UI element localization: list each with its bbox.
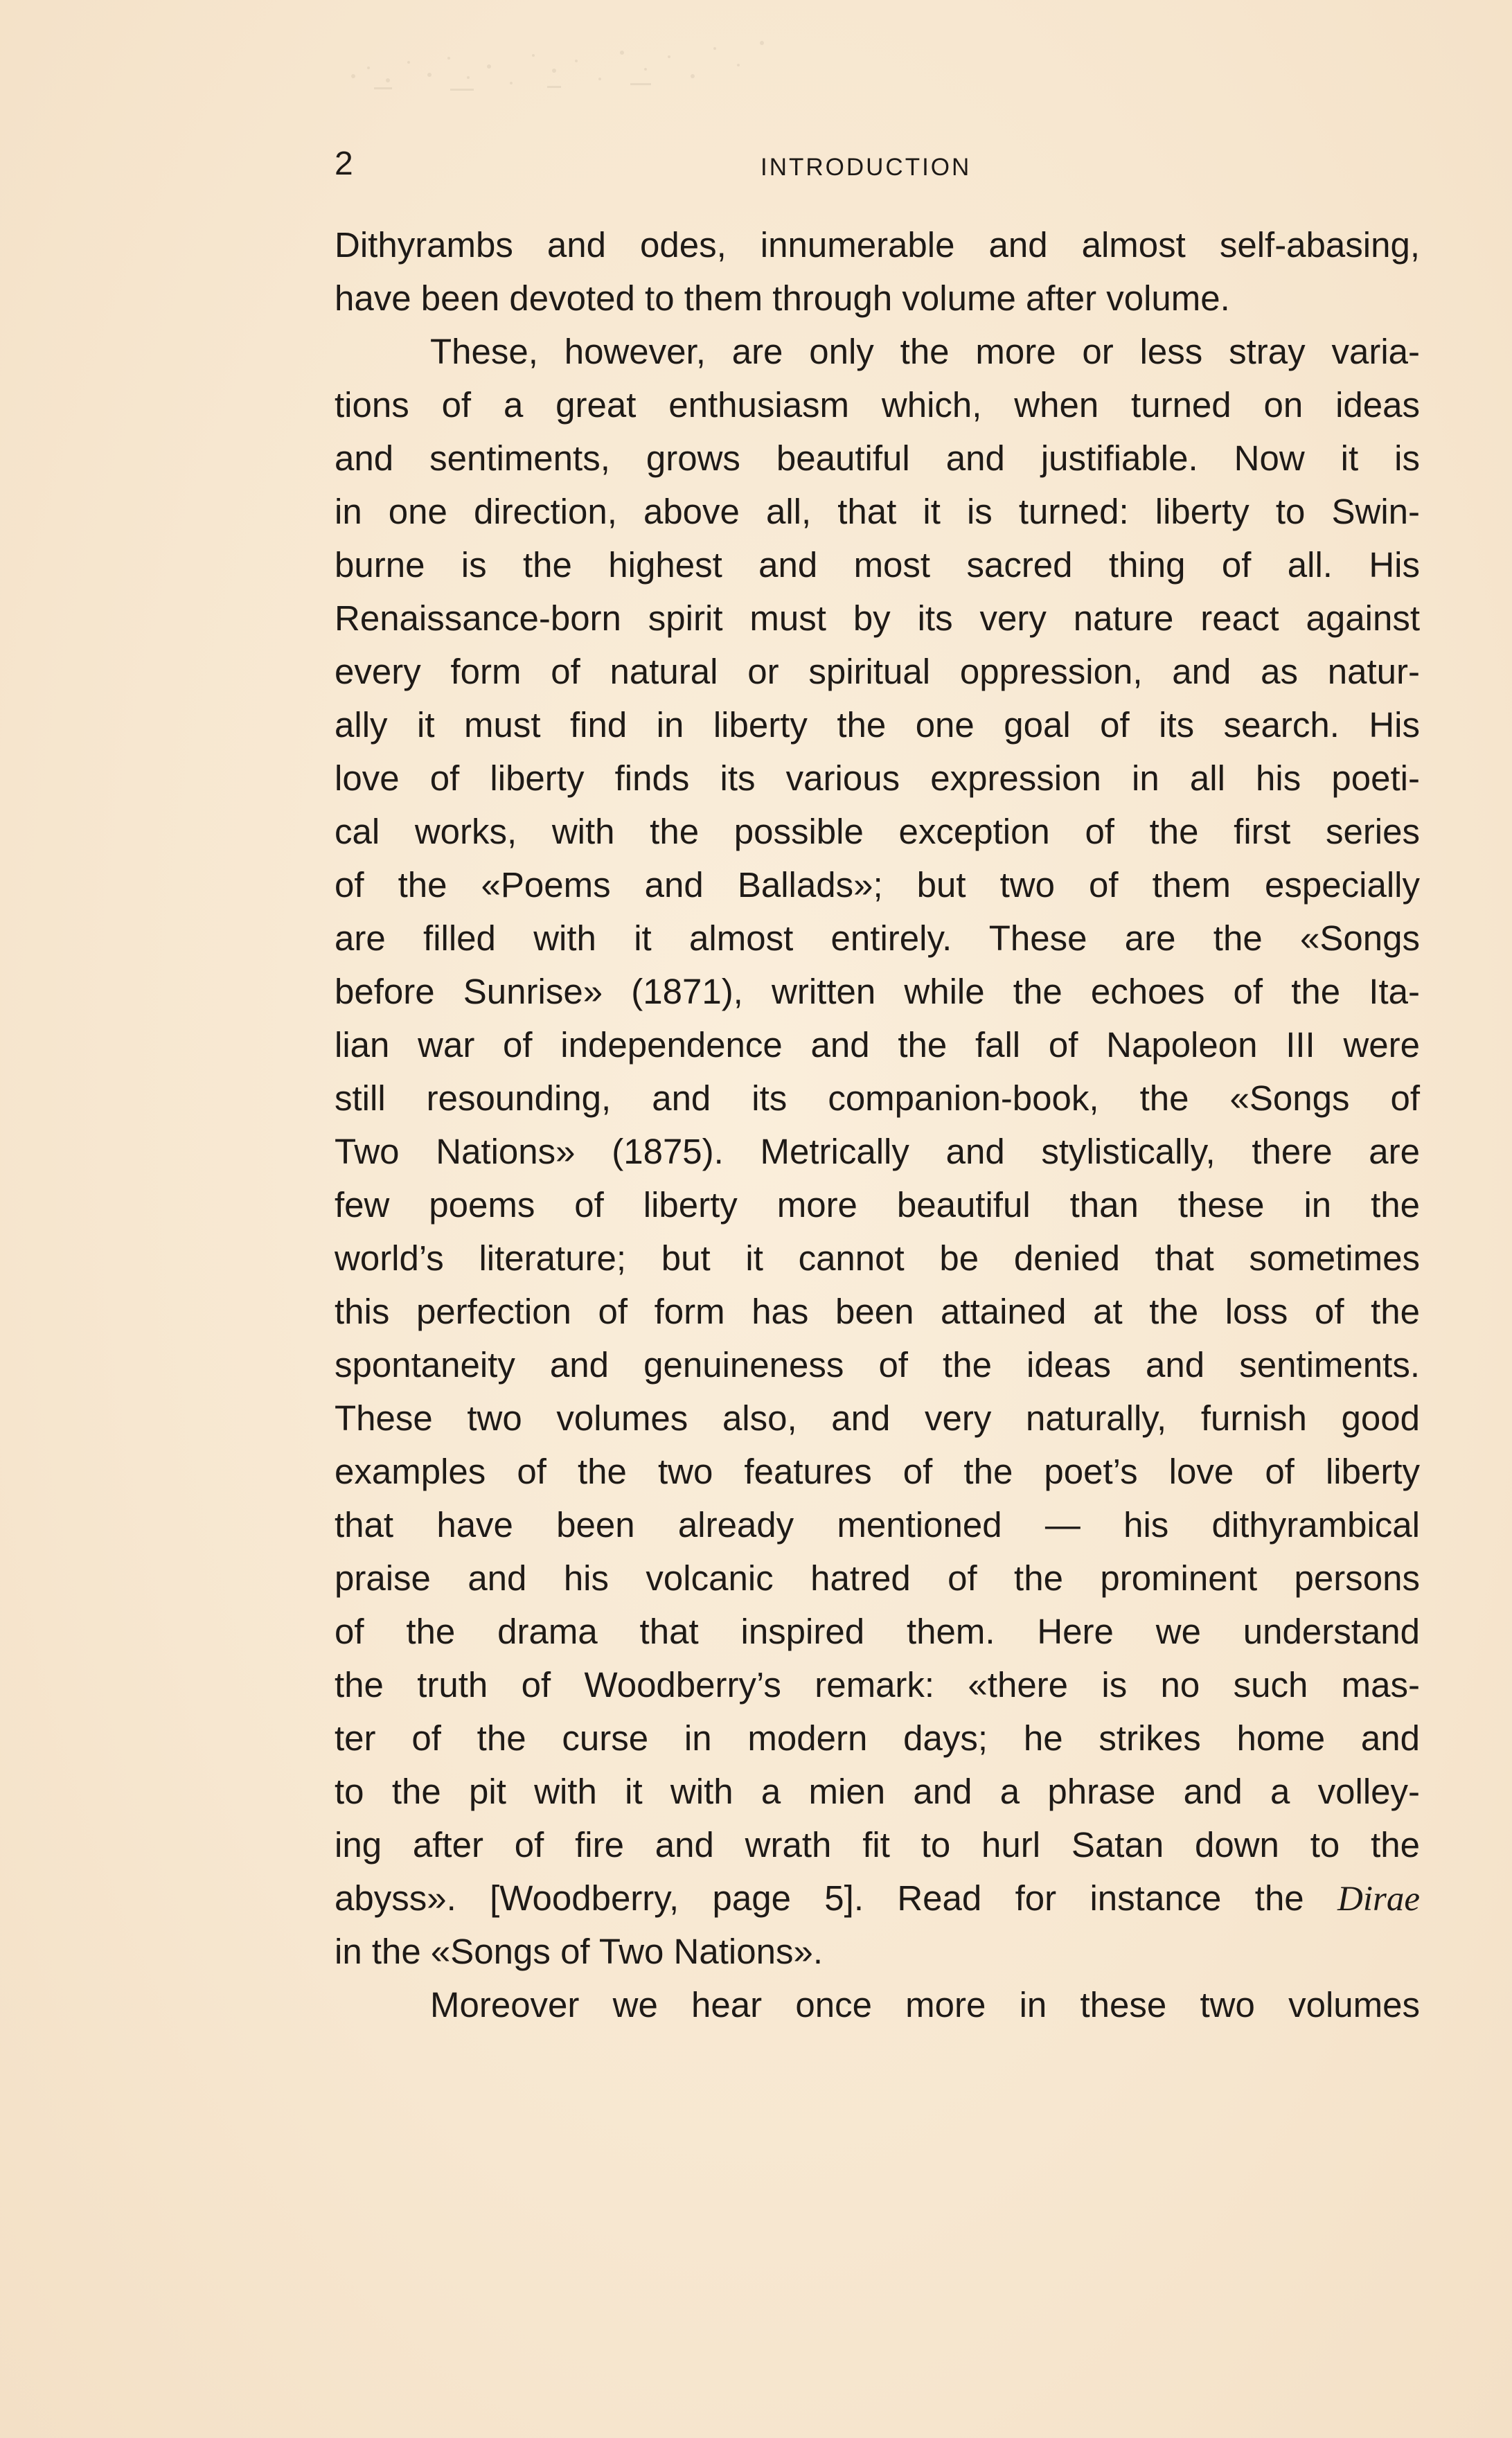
text-line: burne is the highest and most sacred thing of all. His (335, 545, 1420, 585)
text-line: of the drama that inspired them. Here we understand (335, 1612, 1420, 1651)
text-line: ing after of fire and wrath fit to hurl Satan down to the (335, 1825, 1420, 1865)
text-line: examples of the two features of the poet’s love of liberty (335, 1452, 1420, 1491)
show-through-ink-bleed (326, 28, 797, 104)
running-head: INTRODUCTION (761, 154, 972, 181)
text-line: to the pit with it with a mien and a phrase and a volley- (335, 1772, 1420, 1811)
text-line: world’s literature; but it cannot be denied that sometimes (335, 1238, 1420, 1278)
text-line: the truth of Woodberry’s remark: «there is no such mas- (335, 1665, 1420, 1705)
text-line: These, however, are only the more or less stray varia- (430, 332, 1420, 371)
text-line: are filled with it almost entirely. These are the «Songs (335, 918, 1420, 958)
text-line: praise and his volcanic hatred of the prominent persons (335, 1558, 1420, 1598)
text-line: Renaissance-born spirit must by its very nature react against (335, 598, 1420, 638)
text-fragment: abyss». [Woodberry, page 5]. Read for instance the (335, 1878, 1304, 1918)
text-line: Dithyrambs and odes, innumerable and almost self-abasing, (335, 225, 1420, 265)
text-line: Two Nations» (1875). Metrically and stylistically, there are (335, 1132, 1420, 1171)
text-line-with-italic (335, 1871, 1420, 1925)
text-line: tions of a great enthusiasm which, when turned on ideas (335, 385, 1420, 425)
text-line: cal works, with the possible exception of the first series (335, 812, 1420, 851)
page-header (335, 143, 1420, 192)
text-line: love of liberty finds its various expression in all his poeti- (335, 758, 1420, 798)
text-line: before Sunrise» (1871), written while the echoes of the Ita- (335, 972, 1420, 1011)
text-line: These two volumes also, and very naturally, furnish good (335, 1398, 1420, 1438)
text-line: Moreover we hear once more in these two volumes (430, 1985, 1420, 2025)
text-line: in the «Songs of Two Nations». (335, 1932, 824, 1971)
text-line: still resounding, and its companion-book, the «Songs of (335, 1078, 1420, 1118)
text-line: few poems of liberty more beautiful than these in the (335, 1185, 1420, 1225)
text-line: have been devoted to them through volume after volume. (335, 278, 1230, 318)
text-line: this perfection of form has been attained at the loss of the (335, 1292, 1420, 1331)
text-line: in one direction, above all, that it is turned: liberty to Swin- (335, 492, 1420, 531)
body-text (335, 218, 1420, 2031)
text-line: and sentiments, grows beautiful and justifiable. Now it is (335, 438, 1420, 478)
page-number: 2 (335, 145, 354, 182)
text-line: every form of natural or spiritual oppression, and as natur- (335, 652, 1420, 691)
text-line: spontaneity and genuineness of the ideas and sentiments. (335, 1345, 1420, 1385)
text-line: that have been already mentioned — his dithyrambical (335, 1505, 1420, 1545)
text-line: ter of the curse in modern days; he strikes home and (335, 1718, 1420, 1758)
italic-title: Dirae (1337, 1880, 1420, 1919)
text-line: ally it must find in liberty the one goal of its search. His (335, 705, 1420, 745)
text-line: lian war of independence and the fall of Napoleon III were (335, 1025, 1420, 1065)
text-line: of the «Poems and Ballads»; but two of them especially (335, 865, 1420, 905)
